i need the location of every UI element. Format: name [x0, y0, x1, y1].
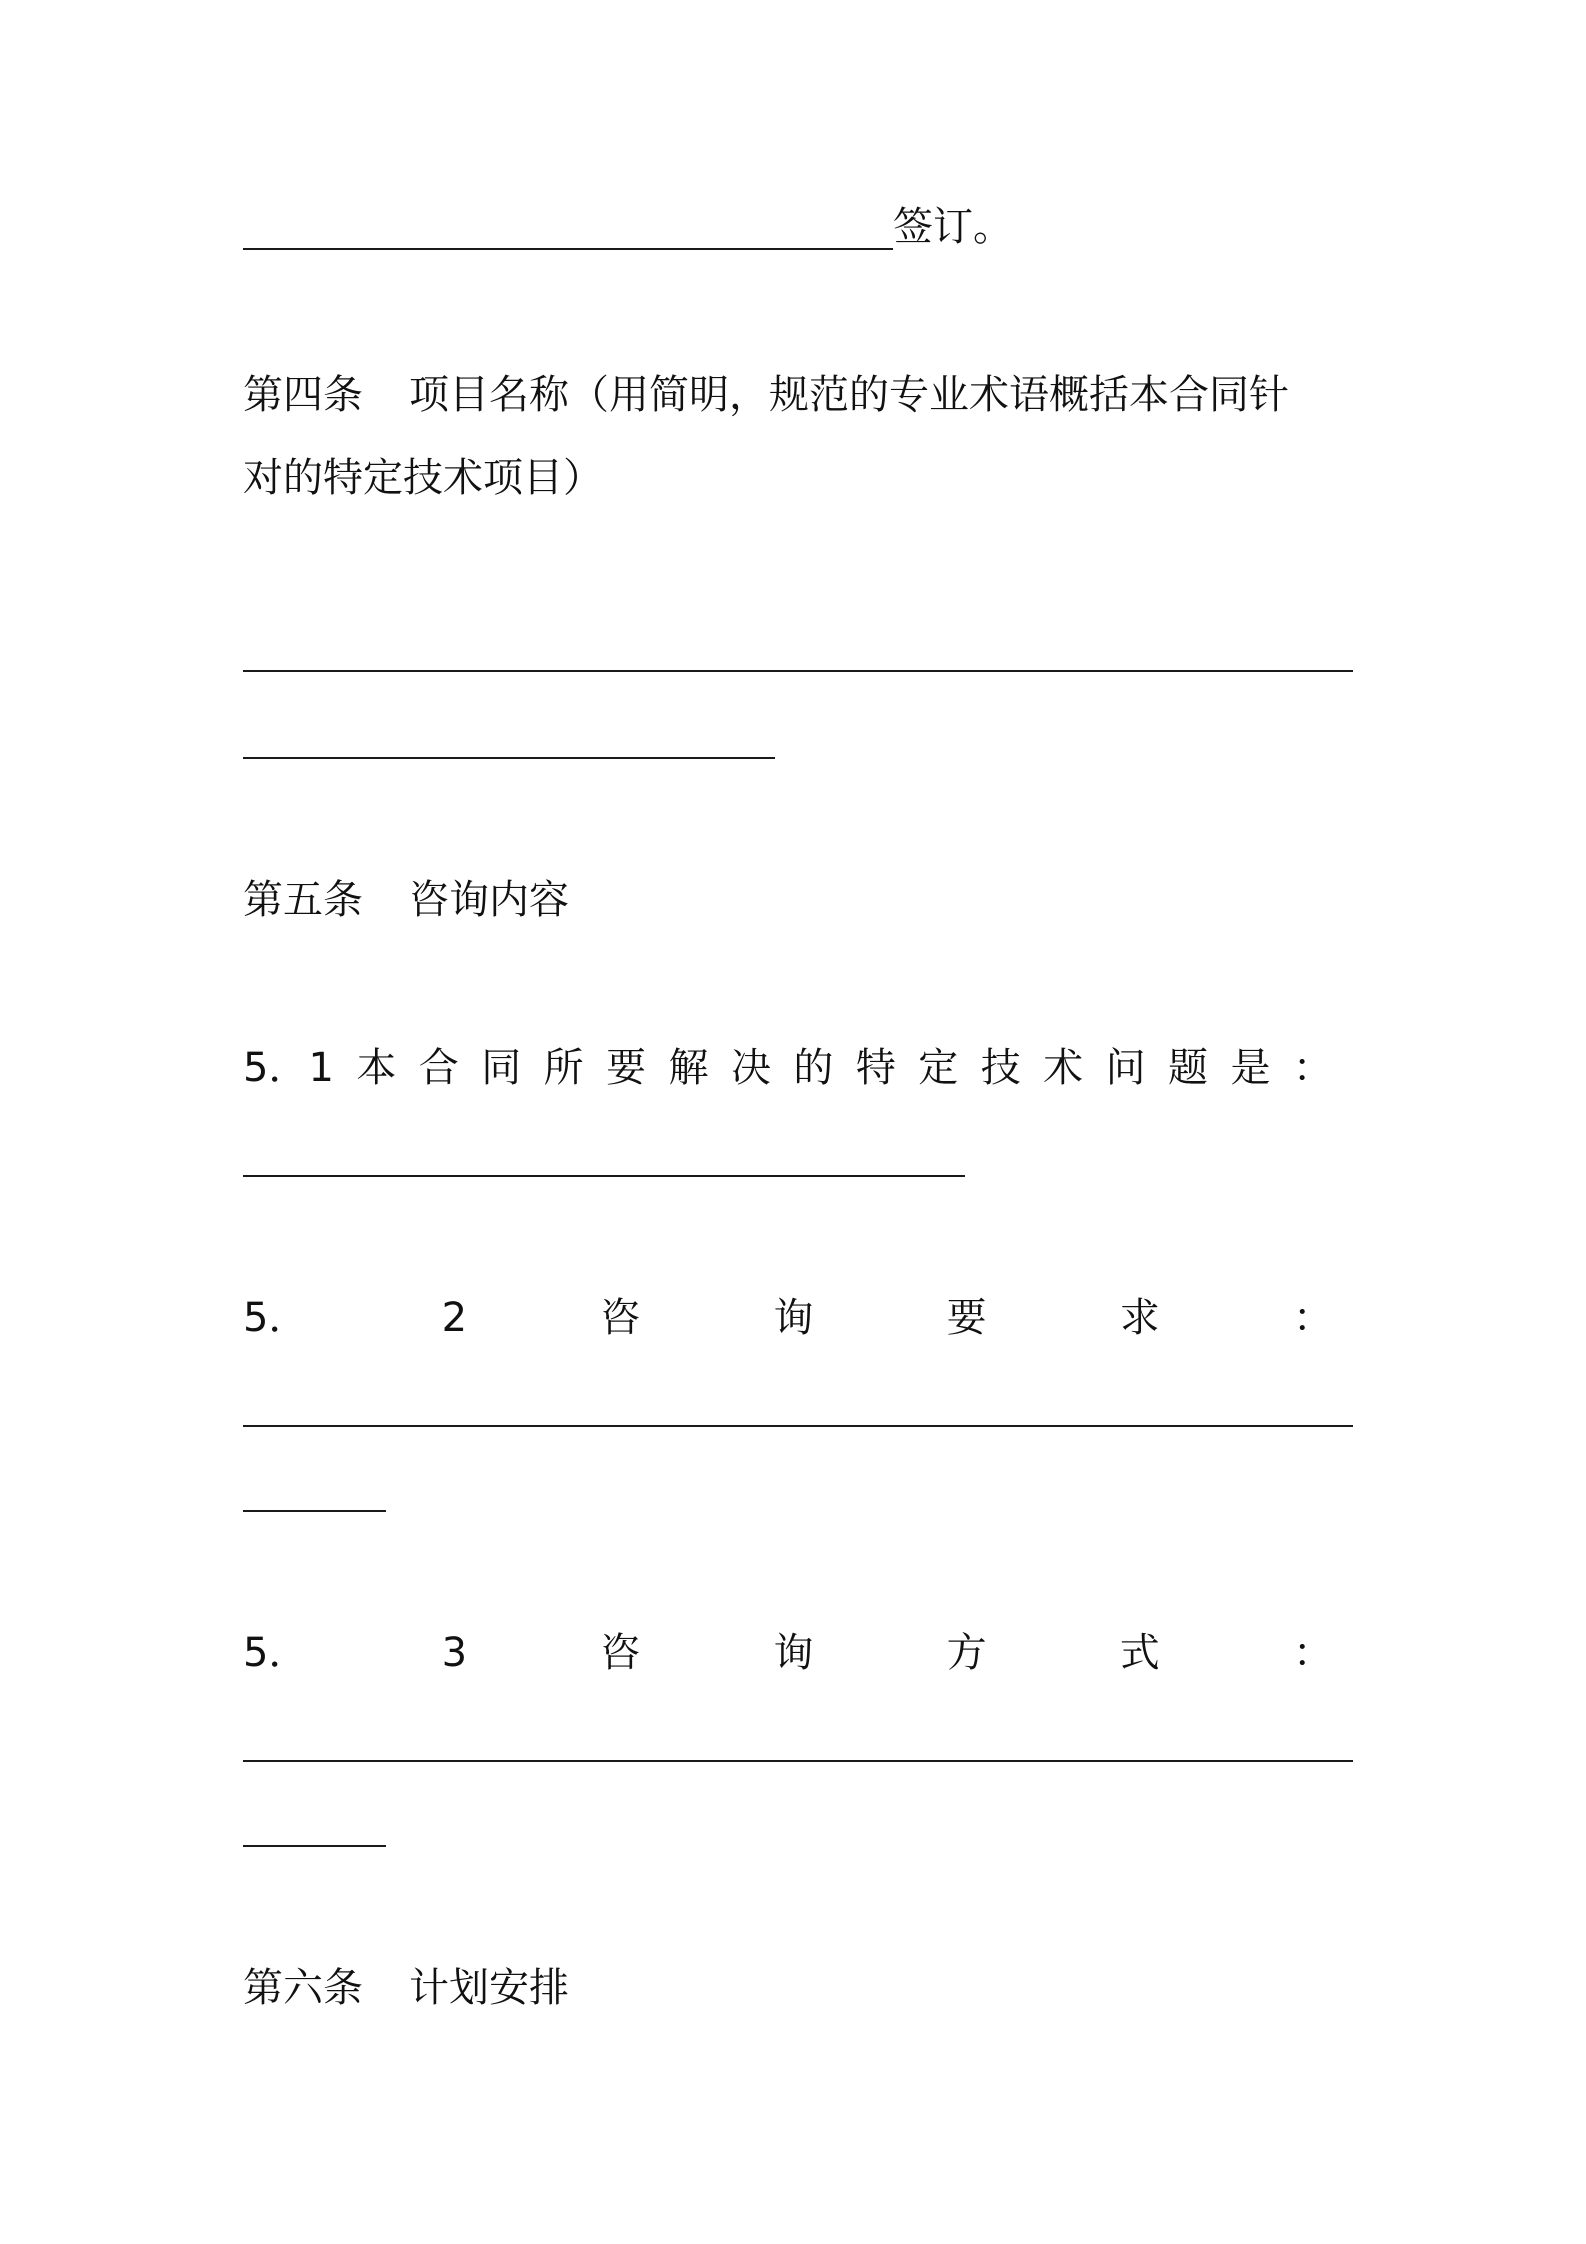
item-5-1-char: 题	[1168, 1045, 1209, 1091]
item-5-3	[243, 1630, 1333, 1676]
item-5-3-num: 5．	[243, 1630, 309, 1676]
item-5-1-char: 决	[730, 1045, 771, 1091]
blank-line-project-name-2	[243, 757, 775, 759]
item-5-1-char: ：	[1292, 1045, 1333, 1091]
item-5-1-char: 的	[793, 1045, 834, 1091]
item-5-3-char: 式	[1119, 1630, 1160, 1676]
article-6-number: 第六条	[243, 1965, 363, 2011]
article-4-title-line1: 项目名称（用简明，规范的专业术语概括本合同针	[409, 372, 1289, 418]
item-5-1-char: 定	[918, 1045, 959, 1091]
item-5-2-char: 求	[1119, 1295, 1160, 1341]
item-5-1-char: 特	[855, 1045, 896, 1091]
item-5-1-char: 技	[980, 1045, 1021, 1091]
item-5-3-char: ：	[1292, 1630, 1333, 1676]
item-5-2-num: 5．	[243, 1295, 309, 1341]
item-5-2-char: 2	[441, 1295, 468, 1341]
item-5-2-char: 询	[773, 1295, 814, 1341]
article-4-title-line2: 对的特定技术项目）	[243, 455, 603, 501]
item-5-2-char: ：	[1292, 1295, 1333, 1341]
article-5-title: 咨询内容	[409, 877, 569, 923]
item-5-1-num: 5．1	[243, 1045, 334, 1091]
signing-text: 签订。	[893, 204, 1013, 250]
item-5-1-char: 解	[668, 1045, 709, 1091]
article-5-number: 第五条	[243, 877, 363, 923]
item-5-3-char: 方	[946, 1630, 987, 1676]
blank-line-signing-place	[243, 248, 893, 250]
item-5-3-char: 咨	[600, 1630, 641, 1676]
item-5-2	[243, 1295, 1333, 1341]
blank-line-project-name-1	[243, 670, 1353, 672]
item-5-1-char: 同	[481, 1045, 522, 1091]
blank-line-5-3-b	[243, 1845, 386, 1847]
item-5-1-char: 要	[606, 1045, 647, 1091]
article-6-heading	[243, 1965, 569, 2011]
blank-line-5-2-a	[243, 1425, 1353, 1427]
blank-line-5-3-a	[243, 1760, 1353, 1762]
item-5-3-char: 询	[773, 1630, 814, 1676]
article-4-number: 第四条	[243, 372, 363, 418]
item-5-1-char: 所	[543, 1045, 584, 1091]
item-5-2-char: 咨	[600, 1295, 641, 1341]
item-5-1-char: 是	[1230, 1045, 1271, 1091]
item-5-1-char: 问	[1105, 1045, 1146, 1091]
item-5-1-char: 本	[356, 1045, 397, 1091]
item-5-1-char: 术	[1043, 1045, 1084, 1091]
item-5-2-char: 要	[946, 1295, 987, 1341]
article-5-heading	[243, 877, 569, 923]
article-6-title: 计划安排	[409, 1965, 569, 2011]
blank-line-5-1	[243, 1175, 965, 1177]
blank-line-5-2-b	[243, 1510, 386, 1512]
item-5-1	[243, 1045, 1333, 1091]
item-5-3-char: 3	[441, 1630, 468, 1676]
article-4-heading	[243, 372, 1289, 418]
item-5-1-char: 合	[418, 1045, 459, 1091]
